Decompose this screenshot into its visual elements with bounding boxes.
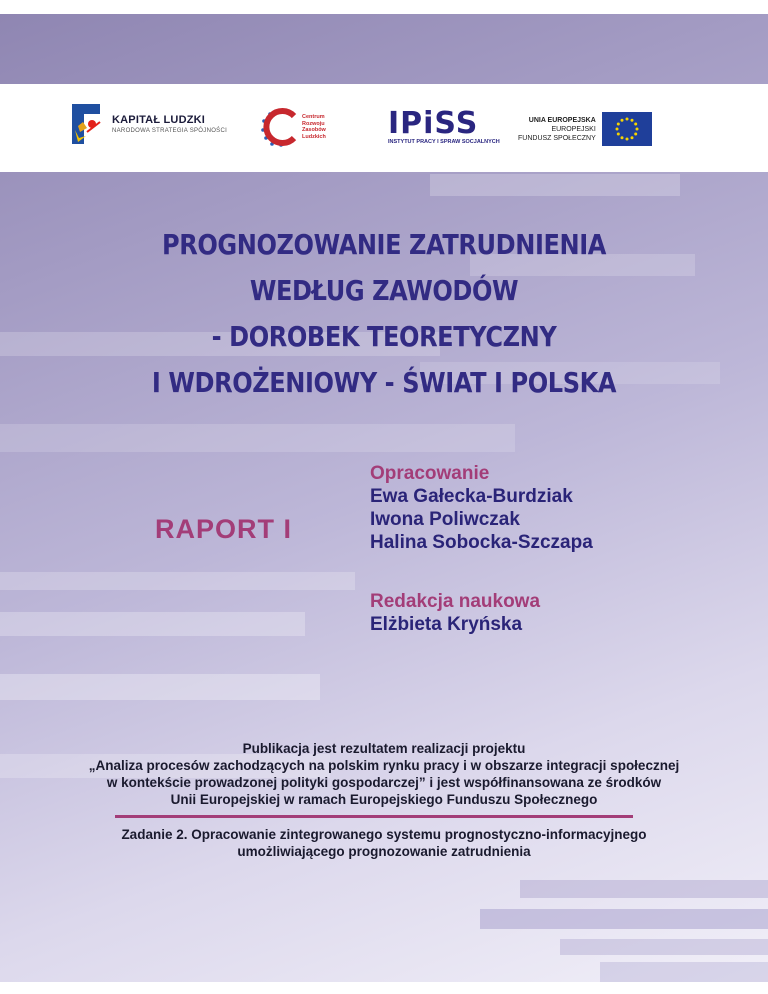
eu-line: FUNDUSZ SPOŁECZNY — [518, 134, 596, 142]
ipiss-wordmark: IPiSS — [388, 106, 479, 141]
publication-info-line: Publikacja jest rezultatem realizacji projektu — [242, 741, 526, 756]
publication-info — [34, 740, 734, 808]
editors-block — [370, 590, 540, 636]
authors-label: Opracowanie — [370, 463, 490, 484]
decorative-stripe — [520, 880, 768, 898]
ckz-icon — [258, 106, 300, 148]
decorative-stripe — [0, 572, 355, 590]
divider — [115, 815, 633, 818]
author-name: Iwona Poliwczak — [370, 509, 520, 530]
ipiss-logo — [388, 106, 500, 145]
kapital-ludzki-icon — [70, 102, 106, 146]
title-line: WEDŁUG ZAWODÓW — [249, 274, 519, 307]
author-name: Halina Sobocka-Szczapa — [370, 532, 593, 553]
decorative-stripe — [0, 612, 305, 636]
title-line: PROGNOZOWANIE ZATRUDNIENIA — [162, 228, 606, 261]
decorative-stripe — [430, 174, 680, 196]
report-label: RAPORT I — [155, 514, 293, 544]
author-name: Ewa Gałecka-Burdziak — [370, 486, 573, 507]
decorative-stripe — [0, 674, 320, 700]
eu-text — [518, 116, 596, 143]
ckz-line: Rozwoju — [302, 120, 325, 127]
ckz-line: Ludzkich — [302, 133, 326, 140]
eu-logo — [518, 112, 652, 146]
publication-info-line: „Analiza procesów zachodzących na polskim rynku pracy i w obszarze integracji społecznej — [88, 758, 680, 773]
document-title — [54, 222, 714, 406]
editors-label: Redakcja naukowa — [370, 591, 541, 612]
ckz-line: Centrum — [302, 114, 325, 120]
kapital-ludzki-title: KAPITAŁ LUDZKI — [112, 114, 206, 126]
title-line: I WDROŻENIOWY - ŚWIAT I POLSKA — [151, 366, 617, 399]
eu-flag-icon — [602, 112, 652, 146]
ckz-line: Zasobów — [302, 127, 326, 133]
ckz-logo — [258, 106, 326, 148]
task-info-line: Zadanie 2. Opracowanie zintegrowanego systemu prognostyczno-informacyjnego — [121, 827, 647, 842]
authors-block — [370, 462, 593, 554]
decorative-stripe — [560, 939, 768, 955]
task-info — [34, 826, 734, 860]
publication-info-line: w kontekście prowadzonej polityki gospodarczej” i jest współfinansowana ze środków — [106, 775, 662, 790]
decorative-stripe — [480, 909, 768, 929]
ckz-text — [302, 114, 326, 140]
eu-line: EUROPEJSKI — [551, 125, 596, 133]
decorative-stripe — [600, 962, 768, 982]
ipiss-subtitle: INSTYTUT PRACY I SPRAW SOCJALNYCH — [388, 139, 500, 145]
decorative-stripe — [0, 424, 515, 452]
title-line: - DOROBEK TEORETYCZNY — [211, 320, 557, 353]
kapital-ludzki-subtitle: NARODOWA STRATEGIA SPÓJNOŚCI — [112, 128, 228, 134]
editor-name: Elżbieta Kryńska — [370, 614, 523, 635]
eu-line: UNIA EUROPEJSKA — [528, 116, 596, 124]
publication-info-line: Unii Europejskiej w ramach Europejskiego Funduszu Społecznego — [170, 792, 598, 807]
task-info-line: umożliwiającego prognozowanie zatrudnienia — [237, 844, 531, 859]
logo-band — [0, 84, 768, 172]
kapital-ludzki-logo — [70, 102, 227, 146]
